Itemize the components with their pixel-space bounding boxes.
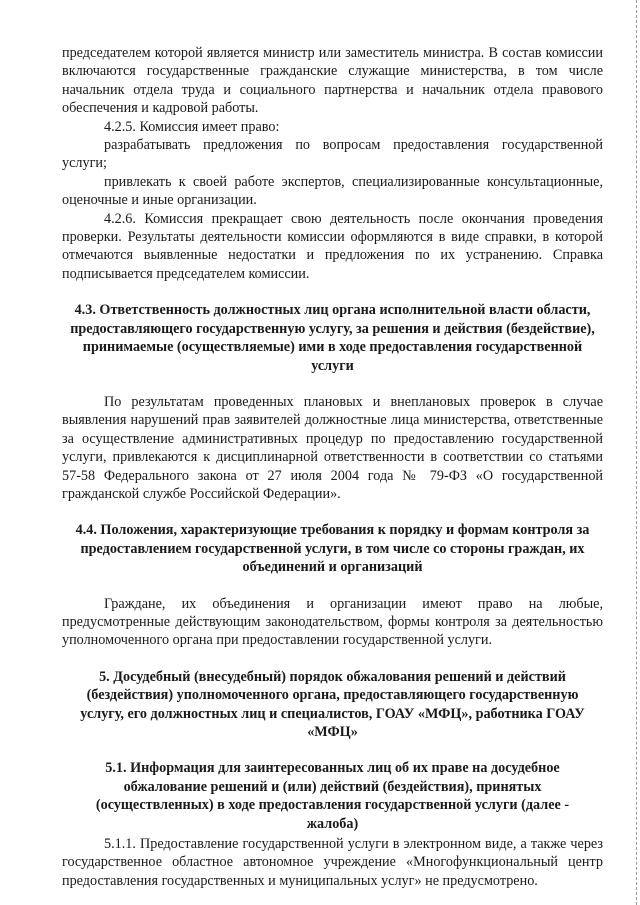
intro-paragraph: председателем которой является министр или заместитель министра. В состав комиссии включаются государственные гражданские служащие министерства, в том числе начальник отдела труда и социального партнерства и начальник отдела правового обеспечения и кадровой работы. (62, 45, 603, 117)
section-4-4-paragraph: Граждане, их объединения и организации имеют право на любые, предусмотренные действующим законодательством, формы контроля за деятельностью уполномоченного органа при предоставлении государственной услуги. (62, 595, 603, 649)
clause-4-2-6: 4.2.6. Комиссия прекращает свою деятельность после окончания проведения проверки. Результаты деятельности комиссии оформляются в виде справки, в которой отмечаются выявленные недостатки и предложения по их устранению. Справка подписывается председателем комиссии. (62, 210, 603, 282)
section-heading-5: 5. Досудебный (внесудебный) порядок обжалования решений и действий (бездействия) уполномоченного органа, предоставляющего государственную услугу, его должностных лиц и специалистов, ГОАУ «МФЦ», работника ГОАУ «МФЦ» (80, 668, 585, 740)
clause-4-2-5-item-2: привлекать к своей работе экспертов, специализированные консультационные, оценочные и иные организации. (62, 173, 603, 209)
section-4-3-paragraph: По результатам проведенных плановых и внеплановых проверок в случае выявления нарушений прав заявителей должностные лица министерства, ответственные за осуществление административных процедур по предоставлению государственной услуги, привлекаются к дисциплинарной ответственности в соответствии со статьями 57-58 Федерального закона от 27 июля 2004 года № 79-ФЗ «О государственной гражданской службе Российской Федерации». (62, 393, 603, 502)
document-page (62, 44, 603, 890)
section-heading-4-4: 4.4. Положения, характеризующие требования к порядку и формам контроля за предоставлением государственной услуги, в том числе со стороны граждан, их объединений и организаций (75, 522, 590, 576)
section-heading-4-3: 4.3. Ответственность должностных лиц органа исполнительной власти области, предоставляющего государственную услугу, за решения и действия (бездействие), принимаемые (осуществляемые) ими в ходе предоставления государственной услуги (70, 302, 595, 374)
clause-4-2-5-item-1: разрабатывать предложения по вопросам предоставления государственной услуги; (62, 137, 603, 172)
section-heading-5-1: 5.1. Информация для заинтересованных лиц об их праве на досудебное обжалование решений и (или) действий (бездействия), принятых (осуществленных) в ходе предоставления государственной услуги (далее - жалоба) (95, 760, 570, 832)
clause-4-2-5-title: 4.2.5. Комиссия имеет право: (104, 118, 280, 135)
page-edge-perforation (632, 0, 637, 905)
clause-5-1-1: 5.1.1. Предоставление государственной услуги в электронном виде, а также через государственное областное автономное учреждение «Многофункциональный центр предоставления государственных и муниципальных услуг» не предусмотрено. (62, 836, 603, 889)
